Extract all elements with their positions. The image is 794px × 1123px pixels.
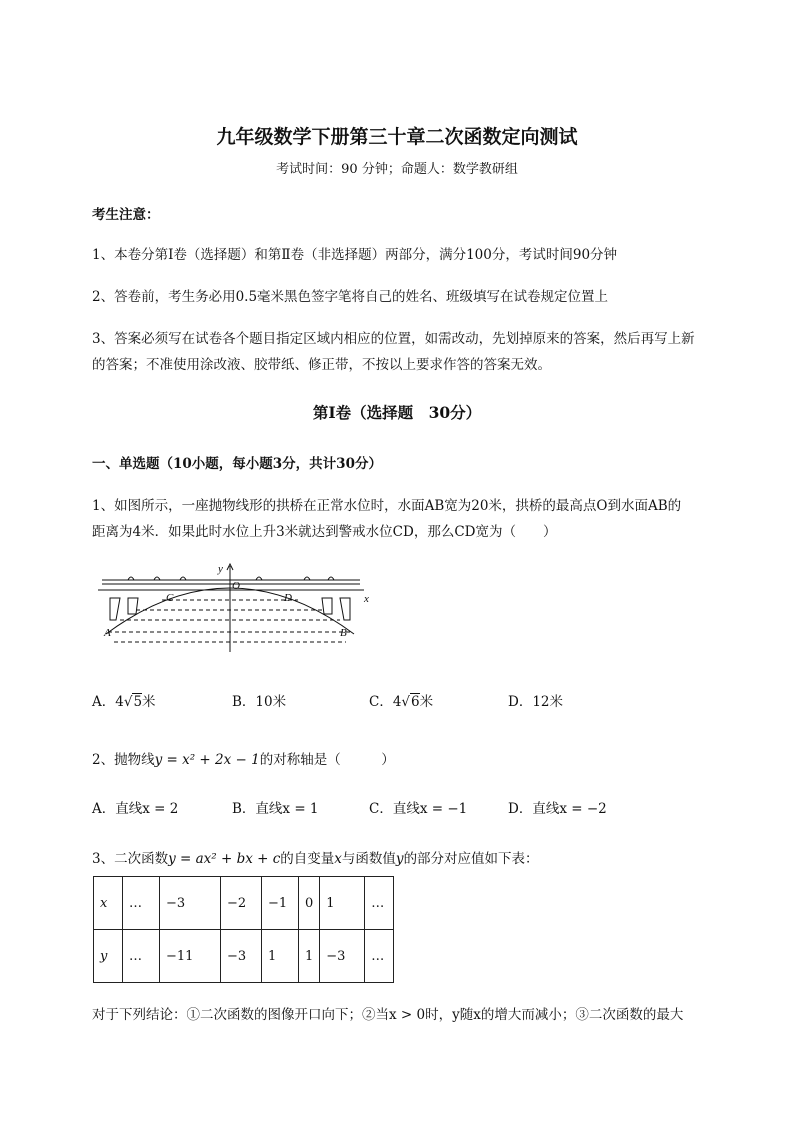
q2-text: [92, 748, 395, 768]
q3-mid2: 与函数值: [341, 851, 396, 867]
q1-text-line1: 1、如图所示，一座抛物线形的拱桥在正常水位时，水面AB宽为20米，拱桥的最高点O到水面AB的: [92, 498, 682, 514]
notice-item-3-cont: 的答案；不准使用涂改液、胶带纸、修正带，不按以上要求作答的答案无效。: [92, 357, 551, 373]
q1-choice-c-radicand: 6: [411, 694, 420, 710]
q1-choice-b[interactable]: B．10米: [232, 694, 287, 710]
q1-choice-c-unit: 米: [419, 694, 434, 710]
table-cell: −3: [221, 930, 262, 983]
q3-pre: 3、二次函数: [92, 851, 169, 867]
table-row: [94, 877, 394, 930]
q1-choice-a[interactable]: [92, 690, 156, 710]
exam-info: 考试时间：90 分钟；命题人：数学教研组: [276, 162, 518, 177]
table-row: [94, 930, 394, 983]
q1-choice-a-unit: 米: [142, 694, 156, 710]
q3-mid: 的自变量: [280, 851, 335, 867]
q1-choice-c[interactable]: [369, 690, 433, 710]
q3-formula: y = ax² + bx + c: [168, 851, 281, 867]
table-cell: −1: [262, 877, 299, 930]
label-y: y: [218, 563, 223, 575]
label-x: x: [364, 593, 369, 605]
q1-text-line2: 距离为4米．如果此时水位上升3米就达到警戒水位CD，那么CD宽为（ ）: [92, 524, 557, 540]
table-cell: …: [123, 877, 160, 930]
label-a: A: [104, 627, 111, 639]
table-cell: y: [94, 930, 123, 983]
label-c: C: [166, 592, 174, 604]
q2-post: 的对称轴是（ ）: [259, 752, 395, 768]
q1-choice-c-label: C．4: [369, 694, 402, 710]
notice-item-3: 3、答案必须写在试卷各个题目指定区域内相应的位置，如需改动，先划掉原来的答案，然后再写上新: [92, 331, 695, 347]
q3-var-y: y: [395, 851, 404, 867]
section-title: 第Ⅰ卷（选择题 30分）: [312, 403, 482, 422]
q2-formula: y = x² + 2x − 1: [154, 752, 260, 768]
table-cell: …: [365, 877, 394, 930]
q2-pre: 2、抛物线: [92, 752, 155, 768]
notice-item-1: 1、本卷分第Ⅰ卷（选择题）和第Ⅱ卷（非选择题）两部分，满分100分，考试时间90分钟: [92, 247, 618, 263]
label-d: D: [284, 592, 292, 604]
q2-choice-c[interactable]: C．直线x = −1: [369, 801, 468, 817]
table-cell: 1: [320, 877, 365, 930]
sqrt-sign: √: [401, 694, 411, 710]
table-cell: …: [365, 930, 394, 983]
value-table: [93, 876, 394, 983]
page-title: 九年级数学下册第三十章二次函数定向测试: [216, 126, 578, 148]
notice-item-2: 2、答卷前，考生务必用0.5毫米黑色签字笔将自己的姓名、班级填写在试卷规定位置上: [92, 289, 609, 305]
table-cell: −2: [221, 877, 262, 930]
table-cell: 0: [299, 877, 320, 930]
q3-var-x: x: [334, 851, 342, 867]
part-heading: 一、单选题（10小题，每小题3分，共计30分）: [92, 456, 382, 472]
q3-text: [92, 847, 539, 867]
q2-choice-b[interactable]: B．直线x = 1: [232, 801, 319, 817]
table-cell: −3: [320, 930, 365, 983]
table-cell: x: [94, 877, 123, 930]
notice-heading: 考生注意：: [92, 207, 160, 223]
right-pier: [322, 598, 350, 620]
table-cell: 1: [299, 930, 320, 983]
table-cell: …: [123, 930, 160, 983]
label-o: O: [232, 580, 240, 592]
q1-choice-a-label: A．4: [92, 694, 124, 710]
q1-choice-a-radicand: 5: [133, 694, 143, 710]
left-pier: [110, 598, 138, 620]
q3-post: 的部分对应值如下表：: [403, 851, 539, 867]
q2-choice-d[interactable]: D．直线x = −2: [508, 801, 607, 817]
label-b: B: [340, 627, 347, 639]
table-cell: −3: [160, 877, 221, 930]
table-cell: 1: [262, 930, 299, 983]
q1-choice-d[interactable]: D．12米: [508, 694, 564, 710]
table-cell: −11: [160, 930, 221, 983]
bridge-figure: [96, 560, 376, 655]
q2-choice-a[interactable]: A．直线x = 2: [92, 801, 179, 817]
q3-conclusion: 对于下列结论：①二次函数的图像开口向下；②当x > 0时，y随x的增大而减小；③二次函数的最大: [92, 1007, 684, 1023]
sqrt-sign: √: [123, 694, 133, 710]
